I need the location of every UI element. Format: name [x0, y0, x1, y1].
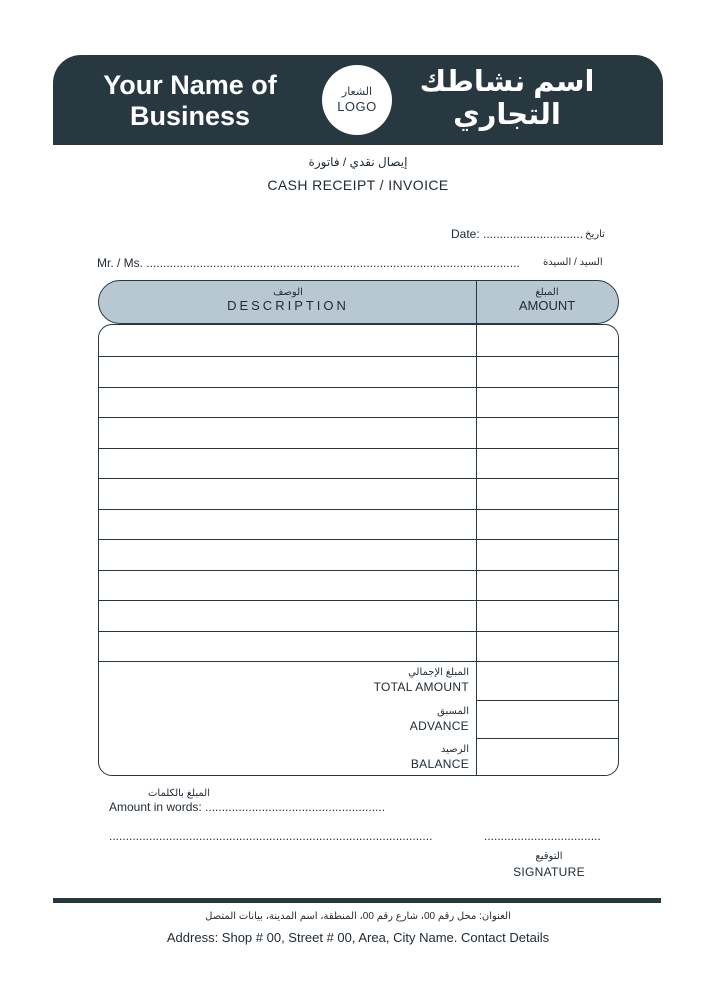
amount-header-ar: المبلغ: [535, 287, 559, 298]
date-field: Date: ..............................: [451, 227, 584, 241]
logo-label-ar: الشعار: [341, 86, 373, 98]
balance-label-ar: الرصيد: [440, 744, 469, 755]
customer-field: Mr. / Ms. ................................................................................................................: [97, 256, 520, 270]
total-amount-label: [290, 667, 469, 695]
amount-in-words-line-2: .................................................................................................: [109, 829, 433, 843]
signature-line: ...................................: [484, 829, 601, 843]
amount-in-words-label-ar: المبلغ بالكلمات: [148, 788, 210, 799]
table-row-line: [99, 478, 618, 479]
business-name-ar: اسم نشاطك التجاري: [419, 66, 595, 131]
address-ar: العنوان: محل رقم 00، شارع رقم 00، المنطقة، اسم المدينة، بيانات المتصل: [205, 911, 511, 922]
address-en: Address: Shop # 00, Street # 00, Area, City Name. Contact Details: [166, 930, 550, 945]
advance-label-en: ADVANCE: [409, 719, 469, 733]
date-label-ar: تاريخ: [585, 229, 605, 240]
advance-label-ar: المسبق: [437, 706, 469, 717]
business-name-en: Your Name of Business: [103, 70, 277, 131]
table-row-line: [99, 448, 618, 449]
amount-header-en: AMOUNT: [518, 298, 576, 313]
advance-label: [290, 706, 469, 734]
amount-in-words-field: Amount in words: ......................................................: [109, 800, 386, 814]
table-row-line: [99, 387, 618, 388]
table-row-line: [99, 509, 618, 510]
totals-separator: [99, 661, 618, 662]
amount-column-header: [477, 287, 617, 313]
description-column-header: [100, 287, 476, 313]
signature-label-ar: التوقيع: [535, 851, 563, 862]
balance-label-en: BALANCE: [410, 757, 469, 771]
totals-row-line: [476, 738, 618, 739]
signature-label-en: SIGNATURE: [513, 865, 585, 879]
table-row-line: [99, 631, 618, 632]
customer-label-ar: السيد / السيدة: [543, 257, 603, 268]
logo-placeholder: [322, 65, 392, 135]
total-amount-label-en: TOTAL AMOUNT: [373, 680, 469, 694]
document-title-ar: إيصال نقدي / فاتورة: [308, 155, 408, 169]
total-amount-label-ar: المبلغ الإجمالي: [408, 667, 469, 678]
description-header-ar: الوصف: [273, 287, 303, 298]
totals-row-line: [476, 700, 618, 701]
logo-label-en: LOGO: [337, 99, 377, 114]
description-header-en: DESCRIPTION: [227, 298, 349, 313]
amount-column-divider: [476, 324, 477, 776]
balance-label: [290, 744, 469, 772]
table-row-line: [99, 417, 618, 418]
table-row-line: [99, 600, 618, 601]
table-row-line: [99, 570, 618, 571]
footer-divider: [53, 898, 661, 903]
table-row-line: [99, 356, 618, 357]
document-title-en: CASH RECEIPT / INVOICE: [267, 177, 449, 193]
table-row-line: [99, 539, 618, 540]
